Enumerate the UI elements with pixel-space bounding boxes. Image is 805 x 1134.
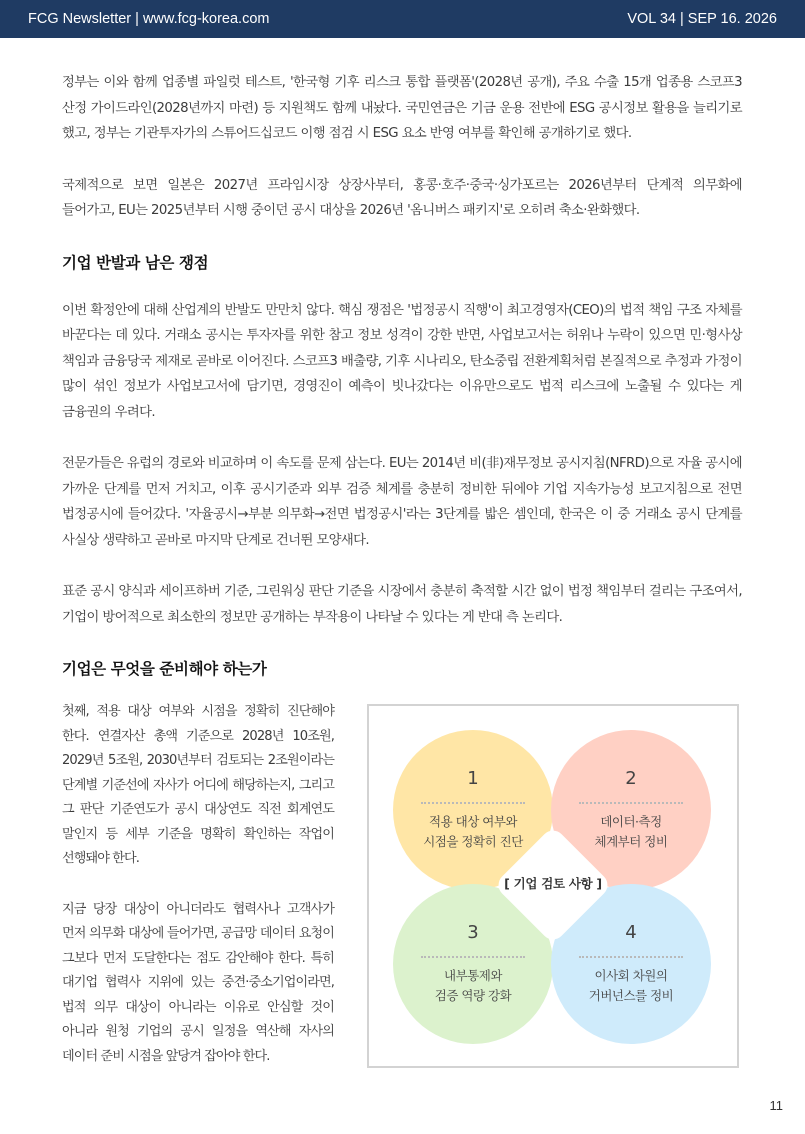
- left-column: [62, 700, 334, 1069]
- circle-number: 3: [467, 922, 479, 943]
- paragraph-4: 전문가들은 유럽의 경로와 비교하며 이 속도를 문제 삼는다. EU는 2014년 비(非)재무정보 공시지침(NFRD)으로 자율 공시에 가까운 단계를 먼저 거치고, 이후 공시기준과 외부 검증 체계를 충분히 정비한 뒤에야 기업 지속가능성 보고지침으로 전면 법정공시에 들어갔다. '자율공시→부분 의무화→전면 법정공시'라는 3단계를 밟은 셈인데, 한국은 이 중 거래소 공시 단계를 사실상 생략하고 곧바로 마지막 단계로 건너뛴 모양새다.: [62, 456, 742, 548]
- circle-label-line: 시점을 정확히 진단: [423, 834, 523, 849]
- circle-label-line: 거버넌스를 정비: [588, 988, 674, 1003]
- circle-number: 4: [625, 922, 637, 943]
- circle-label-line: 데이터·측정: [600, 814, 662, 829]
- circle-label-line: 체계부터 정비: [594, 834, 668, 849]
- circle-label-line: 검증 역량 강화: [434, 988, 512, 1003]
- paragraph-6: 첫째, 적용 대상 여부와 시점을 정확히 진단해야 한다. 연결자산 총액 기준으로 2028년 10조원, 2029년 5조원, 2030년부터 검토되는 2조원이라는 단계별 기준선에 자사가 어디에 해당하는지, 그리고 그 판단 기준연도가 공시 대상연도 직전 회계연도 말인지 등 세부 기준을 명확히 확인하는 작업이 선행돼야 한다.: [62, 704, 334, 866]
- circle-number: 1: [467, 768, 479, 789]
- circle-label-line: 이사회 차원의: [594, 968, 668, 983]
- paragraph-5: 표준 공시 양식과 세이프하버 기준, 그린워싱 판단 기준을 시장에서 충분히 축적할 시간 없이 법정 책임부터 걸리는 구조여서, 기업이 방어적으로 최소한의 정보만 공개하는 부작용이 나타날 수 있다는 게 반대 측 논리다.: [62, 584, 742, 625]
- newsletter-header: [0, 0, 805, 38]
- circle-label: [551, 966, 711, 1006]
- dotted-divider: [579, 956, 683, 958]
- circle-label-line: 내부통제와: [444, 968, 502, 983]
- circle-number: 2: [625, 768, 637, 789]
- circle-label: [393, 966, 553, 1006]
- diagram-center-label: [ 기업 검토 사항 ]: [504, 876, 602, 891]
- paragraph-3: 이번 확정안에 대해 산업계의 반발도 만만치 않다. 핵심 쟁점은 '법정공시 직행'이 최고경영자(CEO)의 법적 책임 구조 자체를 바꾼다는 데 있다. 거래소 공시는 투자자를 위한 참고 정보 성격이 강한 반면, 사업보고서는 허위나 누락이 있으면 민·형사상 책임과 금융당국 제재로 곧바로 이어진다. 스코프3 배출량, 기후 시나리오, 탄소중립 전환계획처럼 본질적으로 추정과 가정이 많이 섞인 정보가 사업보고서에 담기면, 경영진이 예측이 빗나갔다는 이유만으로도 법적 리스크에 노출될 수 있다는 게 금융권의 우려다.: [62, 302, 742, 420]
- dotted-divider: [421, 956, 525, 958]
- paragraph-7: 지금 당장 대상이 아니더라도 협력사나 고객사가 먼저 의무화 대상에 들어가면, 공급망 데이터 요청이 그보다 먼저 도달한다는 점도 감안해야 한다. 특히 대기업 협력사 지위에 있는 중견·중소기업이라면, 법적 의무 대상이 아니라는 이유로 안심할 것이 아니라 원청 기업의 공시 일정을 역산해 자사의 데이터 준비 시점을 앞당겨 잡아야 한다.: [62, 901, 334, 1064]
- paragraph-1: 정부는 이와 함께 업종별 파일럿 테스트, '한국형 기후 리스크 통합 플랫폼'(2028년 공개), 주요 수출 15개 업종용 스코프3 산정 가이드라인(2028년까지 마련) 등 지원책도 함께 내놨다. 국민연금은 기금 운용 전반에 ESG 공시정보 활용을 늘리기로 했고, 정부는 기관투자가의 스튜어드십코드 이행 점검 시 ESG 요소 반영 여부를 확인해 공개하기로 했다.: [62, 75, 742, 141]
- paragraph-2: 국제적으로 보면 일본은 2027년 프라임시장 상장사부터, 홍콩·호주·중국·싱가포르는 2026년부터 단계적 의무화에 들어가고, EU는 2025년부터 시행 중이던 공시 대상을 2026년 '옴니버스 패키지'로 오히려 축소·완화했다.: [62, 177, 742, 218]
- circle-label-line: 적용 대상 여부와: [429, 814, 517, 829]
- dotted-divider: [579, 802, 683, 804]
- section-heading-1: 기업 반발과 남은 쟁점: [62, 253, 209, 272]
- article-body: [62, 70, 742, 681]
- dotted-divider: [421, 802, 525, 804]
- header-site: FCG Newsletter | www.fcg-korea.com: [28, 11, 270, 27]
- circle-label: [393, 812, 553, 852]
- review-items-diagram: [367, 704, 739, 1068]
- header-volume-date: VOL 34 | SEP 16. 2026: [627, 11, 777, 27]
- circle-label: [551, 812, 711, 852]
- section-heading-2: 기업은 무엇을 준비해야 하는가: [62, 660, 267, 678]
- page-number: 11: [769, 1098, 783, 1113]
